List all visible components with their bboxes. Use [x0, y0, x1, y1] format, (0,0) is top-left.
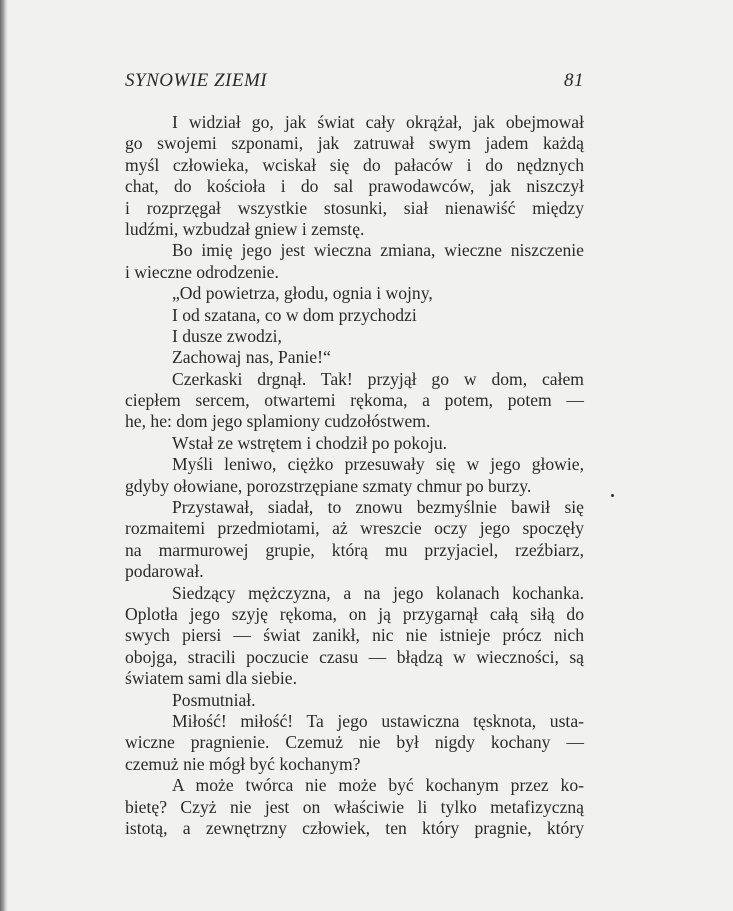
text-line: he, he: dom jego splamiony cudzołóstwem. — [125, 411, 431, 432]
verse-line: Zachowaj nas, Panie!“ — [172, 347, 331, 368]
text-line: I widział go, jak świat cały okrążał, jak obejmował — [172, 112, 584, 132]
text-line: wiczne pragnienie. Czemuż nie był nigdy kochany — — [125, 732, 584, 753]
text-line: obojga, stracili poczucie czasu — błądzą w wieczności, są — [125, 646, 584, 667]
text-line: Wstał ze wstrętem i chodził po pokoju. — [172, 432, 448, 453]
text-line: Oplotła jego szyję rękoma, on ją przygarnął całą siłą do — [125, 603, 584, 624]
text-line: i wieczne odrodzenie. — [125, 261, 279, 282]
text-line: Czerkaski drgnął. Tak! przyjął go w dom, całem — [172, 368, 584, 389]
text-line: bietę? Czyż nie jest on właściwie li tylko metafizyczną — [125, 796, 584, 817]
text-line: światem sami dla siebie. — [125, 668, 297, 689]
text-line: rozmaitemi przedmiotami, aż wreszcie oczy jego spoczęły — [125, 518, 584, 539]
text-line: Przystawał, siadał, to znowu bezmyślnie bawił się — [172, 497, 584, 518]
verse-line: „Od powietrza, głodu, ognia i wojny, — [172, 283, 433, 304]
print-speck — [611, 494, 614, 497]
text-line: myśl człowieka, wciskał się do pałaców i do nędznych — [125, 154, 584, 175]
running-title: SYNOWIE ZIEMI — [125, 70, 268, 91]
text-line: Myśli leniwo, ciężko przesuwały się w jego głowie, — [172, 454, 584, 475]
text-line: go swojemi szponami, jak zatruwał swym jadem każdą — [125, 133, 584, 154]
page-number: 81 — [564, 70, 584, 91]
book-page — [125, 70, 584, 839]
text-line: gdyby ołowiane, porozstrzępiane szmaty chmur po burzy. — [125, 475, 532, 496]
body-text — [125, 112, 584, 839]
text-line: A może twórca nie może być kochanym przez ko- — [172, 775, 584, 796]
text-line: Miłość! miłość! Ta jego ustawiczna tęsknota, usta- — [172, 710, 584, 731]
text-line: podarował. — [125, 561, 204, 582]
verse-line: I dusze zwodzi, — [172, 325, 282, 346]
running-header — [125, 70, 584, 100]
text-line: Bo imię jego jest wieczna zmiana, wieczne niszczenie — [172, 240, 584, 261]
text-line: Posmutniał. — [172, 689, 256, 710]
verse-line: I od szatana, co w dom przychodzi — [172, 304, 417, 325]
text-line: czemuż nie mógł być kochanym? — [125, 753, 361, 774]
text-line: i rozprzęgał wszystkie stosunki, siał nienawiść między — [125, 197, 584, 218]
text-line: Siedzący mężczyzna, a na jego kolanach kochanka. — [172, 582, 584, 603]
text-line: ludźmi, wzbudzał gniew i zemstę. — [125, 218, 365, 239]
page-binding-shadow — [0, 0, 8, 911]
text-line: istotą, a zewnętrzny człowiek, ten który pragnie, który — [125, 817, 584, 838]
text-line: ciepłem sercem, otwartemi rękoma, a potem, potem — — [125, 390, 584, 411]
text-line: na marmurowej grupie, którą mu przyjaciel, rzeźbiarz, — [125, 539, 584, 560]
text-line: swych piersi — świat zanikł, nic nie istnieje prócz nich — [125, 625, 584, 646]
text-line: chat, do kościoła i do sal prawodawców, jak niszczył — [125, 176, 584, 197]
